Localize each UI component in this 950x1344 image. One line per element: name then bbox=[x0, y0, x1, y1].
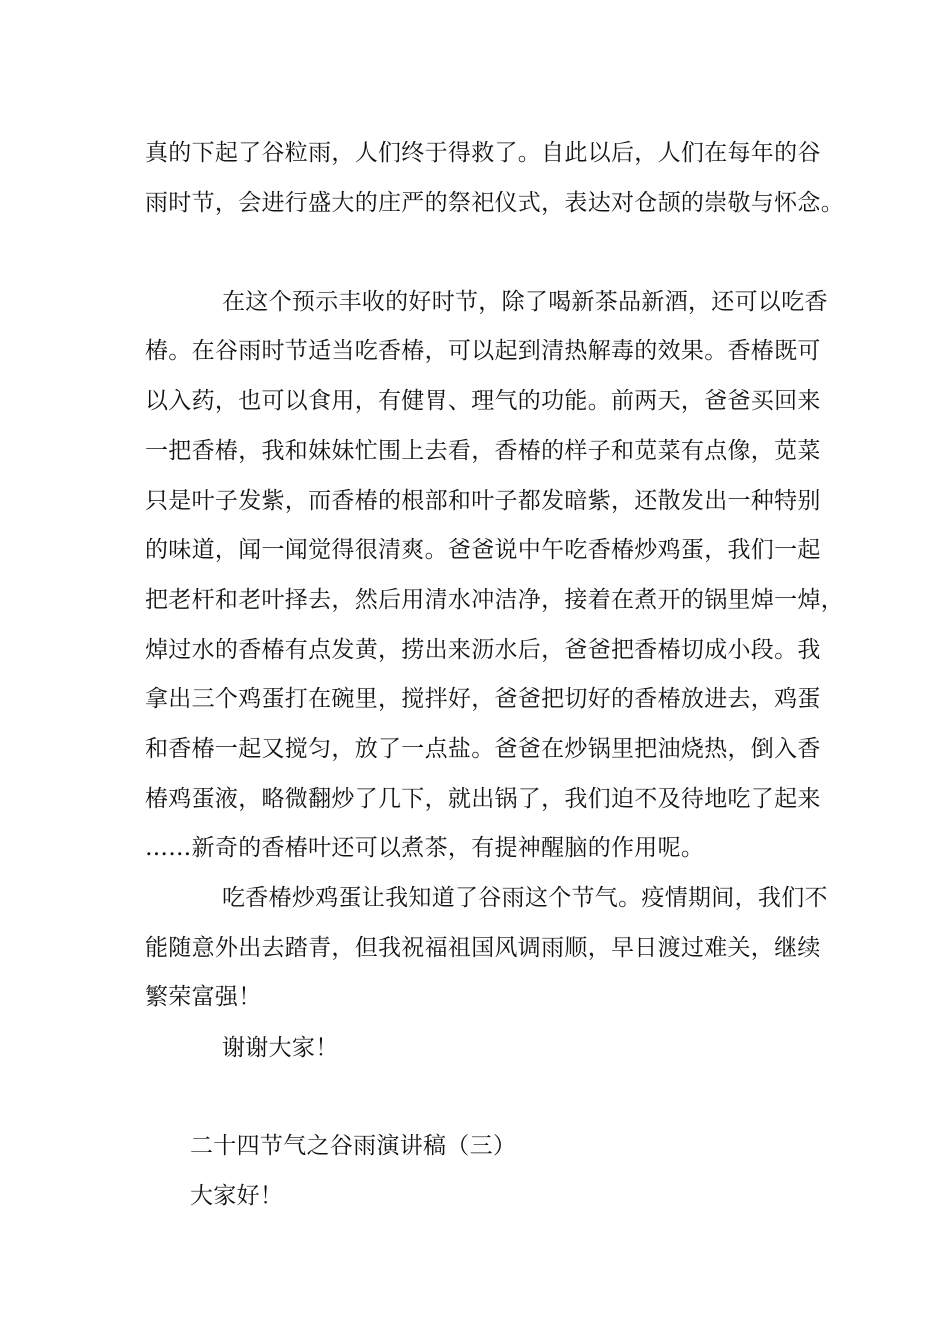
paragraph-line: 吃香椿炒鸡蛋让我知道了谷雨这个节气。疫情期间，我们不 bbox=[222, 885, 828, 911]
paragraph-line: 椿。在谷雨时节适当吃香椿，可以起到清热解毒的效果。香椿既可 bbox=[145, 338, 821, 364]
paragraph-line: 谢谢大家！ bbox=[222, 1035, 339, 1061]
paragraph-line: ……新奇的香椿叶还可以煮茶，有提神醒脑的作用呢。 bbox=[145, 835, 705, 861]
paragraph-line: 雨时节，会进行盛大的庄严的祭祀仪式，表达对仓颉的崇敬与怀念。 bbox=[145, 190, 844, 216]
paragraph-line: 以入药，也可以食用，有健胃、理气的功能。前两天，爸爸买回来 bbox=[145, 388, 821, 414]
paragraph-line: 椿鸡蛋液，略微翻炒了几下，就出锅了，我们迫不及待地吃了起来 bbox=[145, 786, 821, 812]
greeting: 大家好！ bbox=[190, 1183, 284, 1209]
paragraph-line: 一把香椿，我和妹妹忙围上去看，香椿的样子和苋菜有点像，苋菜 bbox=[145, 438, 821, 464]
paragraph-line: 把老杆和老叶择去，然后用清水冲洁净，接着在煮开的锅里焯一焯， bbox=[145, 587, 844, 613]
paragraph-line: 焯过水的香椿有点发黄，捞出来沥水后，爸爸把香椿切成小段。我 bbox=[145, 637, 821, 663]
paragraph-line: 和香椿一起又搅匀，放了一点盐。爸爸在炒锅里把油烧热，倒入香 bbox=[145, 736, 821, 762]
paragraph-line: 的味道，闻一闻觉得很清爽。爸爸说中午吃香椿炒鸡蛋，我们一起 bbox=[145, 537, 821, 563]
paragraph-line: 真的下起了谷粒雨，人们终于得救了。自此以后，人们在每年的谷 bbox=[145, 140, 821, 166]
paragraph-line: 在这个预示丰收的好时节，除了喝新茶品新酒，还可以吃香 bbox=[222, 289, 828, 315]
section-title: 二十四节气之谷雨演讲稿（三） bbox=[190, 1133, 517, 1159]
paragraph-line: 能随意外出去踏青，但我祝福祖国风调雨顺，早日渡过难关，继续 bbox=[145, 935, 821, 961]
paragraph-line: 拿出三个鸡蛋打在碗里，搅拌好，爸爸把切好的香椿放进去，鸡蛋 bbox=[145, 686, 821, 712]
paragraph-line: 只是叶子发紫，而香椿的根部和叶子都发暗紫，还散发出一种特别 bbox=[145, 488, 821, 514]
paragraph-line: 繁荣富强！ bbox=[145, 984, 262, 1010]
